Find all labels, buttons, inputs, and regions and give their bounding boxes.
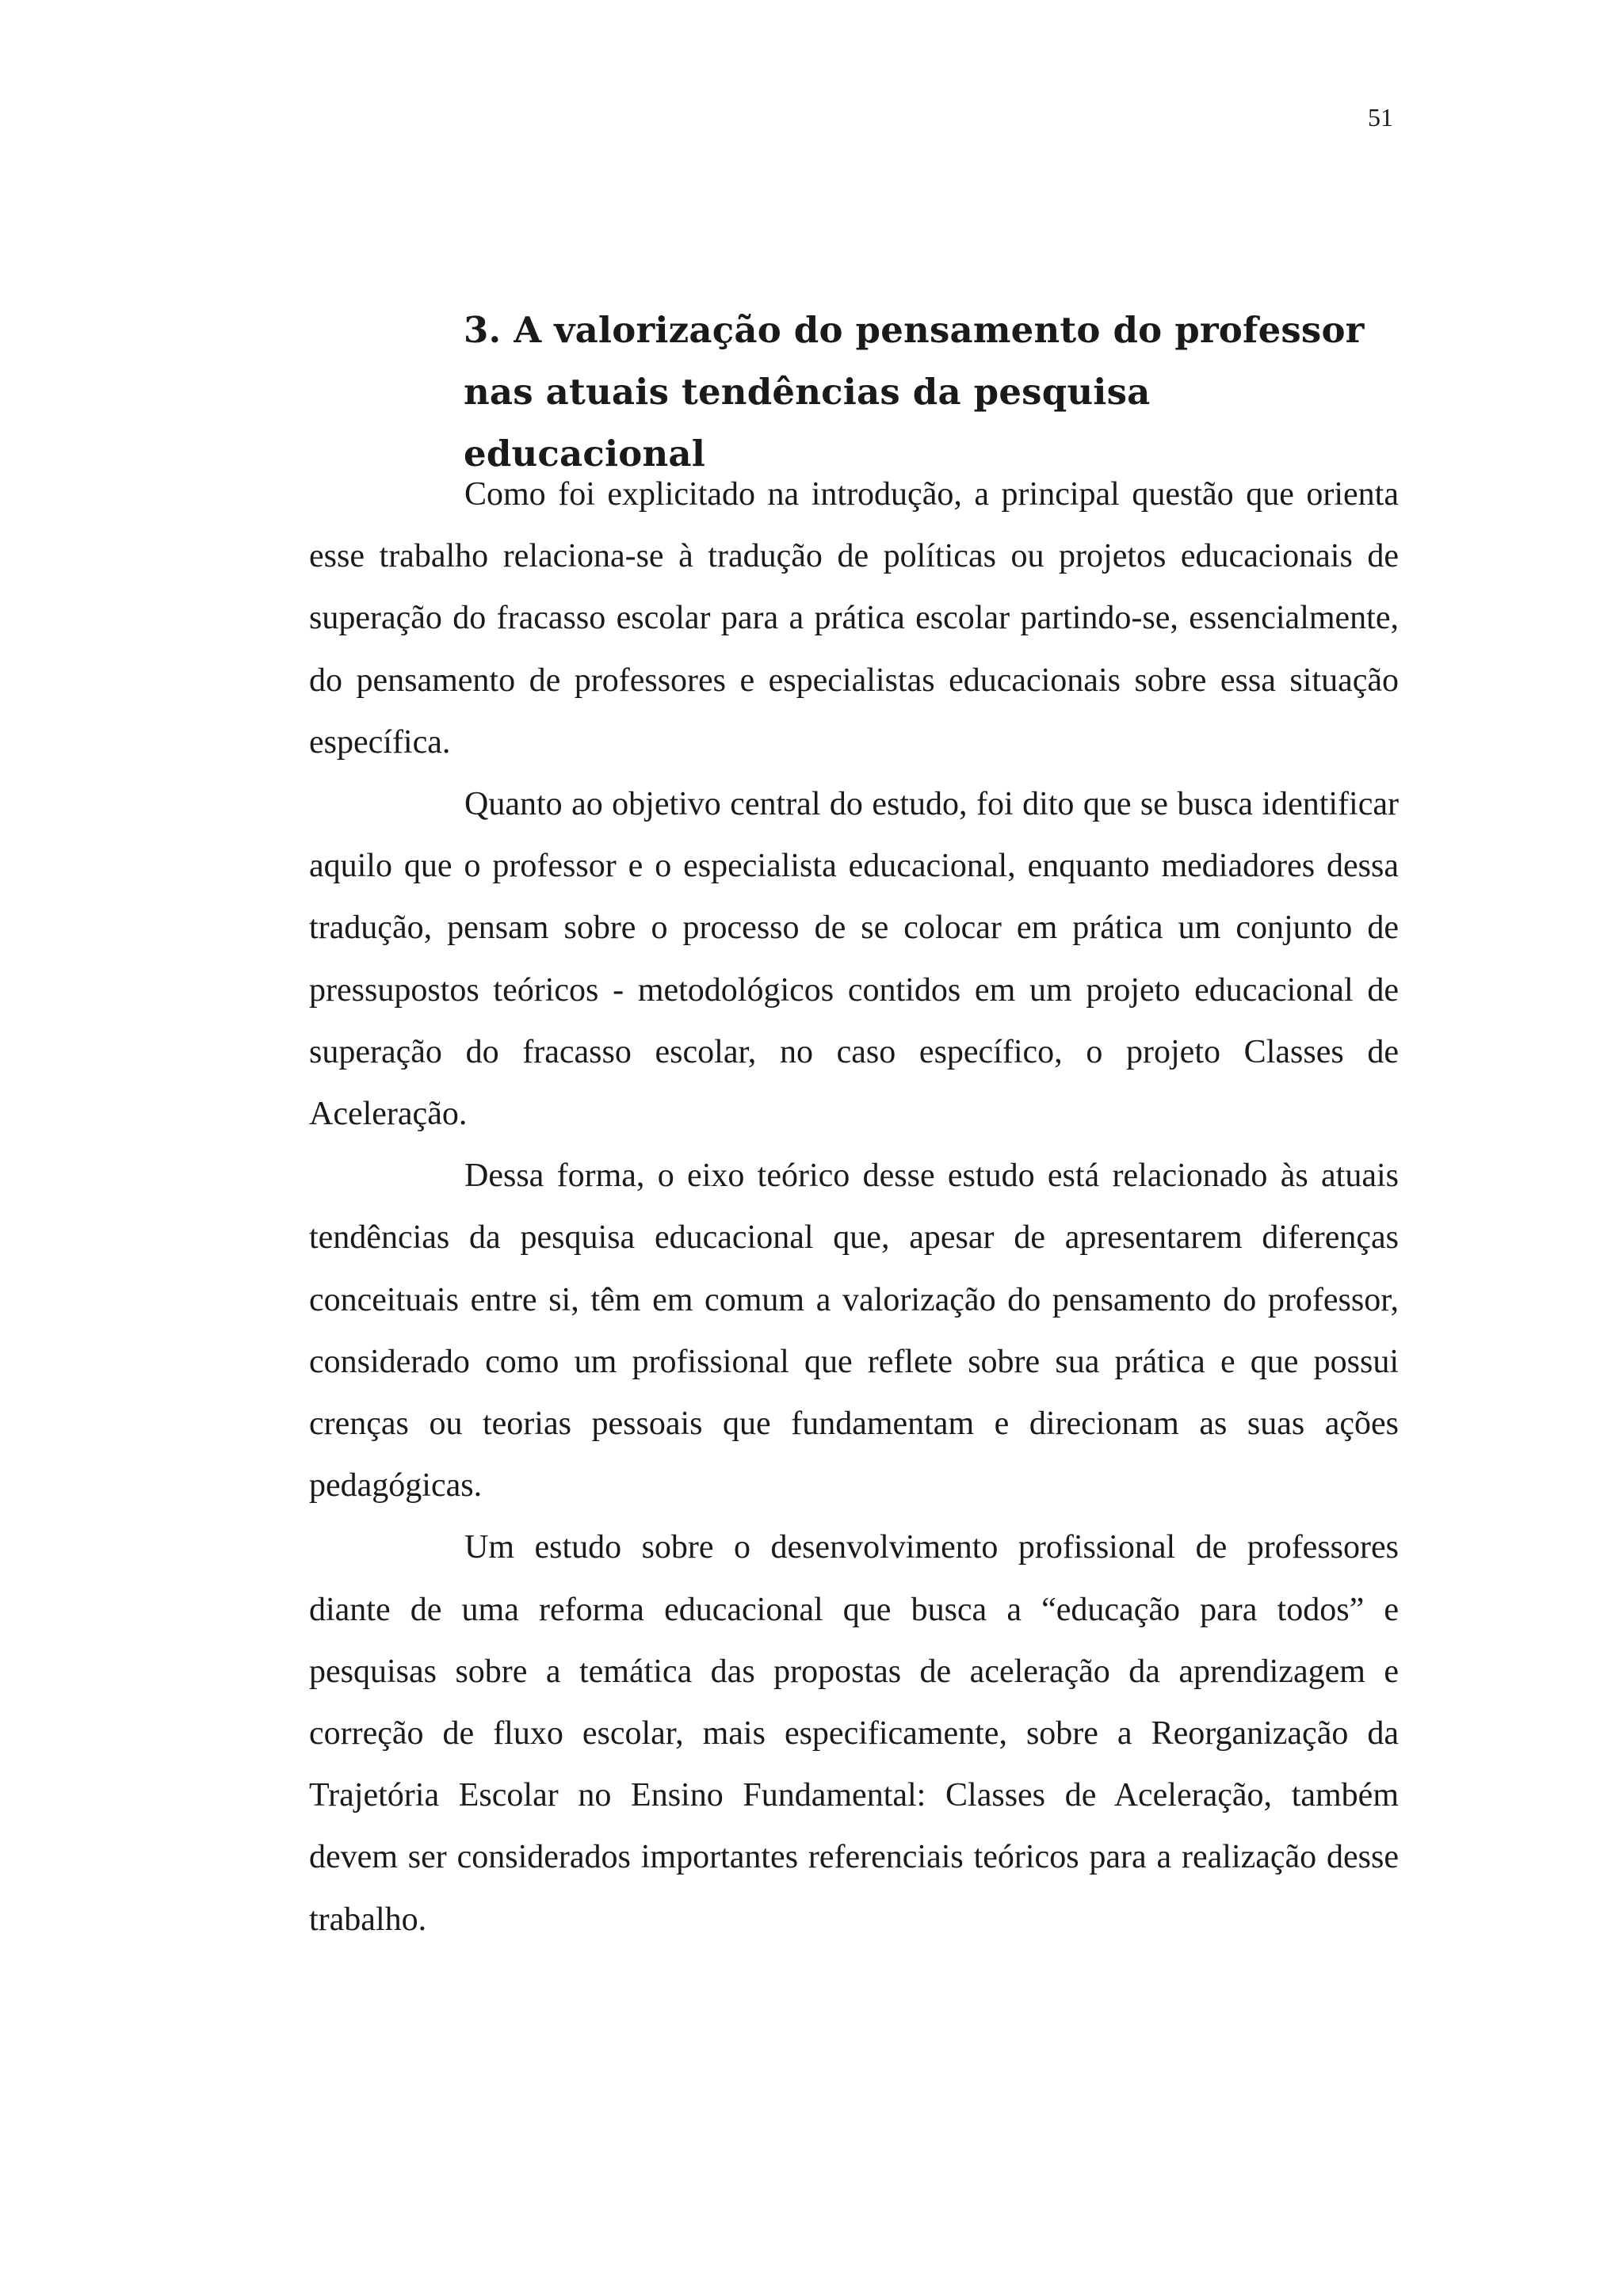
paragraph: Dessa forma, o eixo teórico desse estudo está relacionado às atuais tendências da pesquisa educacional que, apesar de apresentarem diferenças conceituais entre si, têm em comum a valorização do pensamento do professor, considerado como um profissional que reflete sobre sua prática e que possui crenças ou teorias pessoais que fundamentam e direcionam as suas ações pedagógicas. bbox=[309, 1158, 1399, 1505]
page-number: 51 bbox=[1368, 103, 1393, 132]
body-text bbox=[309, 463, 1399, 1951]
section-heading: 3. A valorização do pensamento do professor nas atuais tendências da pesquisa educacional bbox=[464, 309, 1365, 475]
paragraph: Um estudo sobre o desenvolvimento profissional de professores diante de uma reforma educacional que busca a “educação para todos” e pesquisas sobre a temática das propostas de aceleração da aprendizagem e correção de fluxo escolar, mais especificamente, sobre a Reorganização da Trajetória Escolar no Ensino Fundamental: Classes de Aceleração, também devem ser considerados importantes referenciais teóricos para a realização desse trabalho. bbox=[309, 1529, 1399, 1938]
paragraph: Quanto ao objetivo central do estudo, foi dito que se busca identificar aquilo que o professor e o especialista educacional, enquanto mediadores dessa tradução, pensam sobre o processo de se colocar em prática um conjunto de pressupostos teóricos - metodológicos contidos em um projeto educacional de superação do fracasso escolar, no caso específico, o projeto Classes de Aceleração. bbox=[309, 786, 1399, 1133]
paragraph: Como foi explicitado na introdução, a principal questão que orienta esse trabalho relaciona-se à tradução de políticas ou projetos educacionais de superação do fracasso escolar para a prática escolar partindo-se, essencialmente, do pensamento de professores e especialistas educacionais sobre essa situação específica. bbox=[309, 476, 1399, 761]
